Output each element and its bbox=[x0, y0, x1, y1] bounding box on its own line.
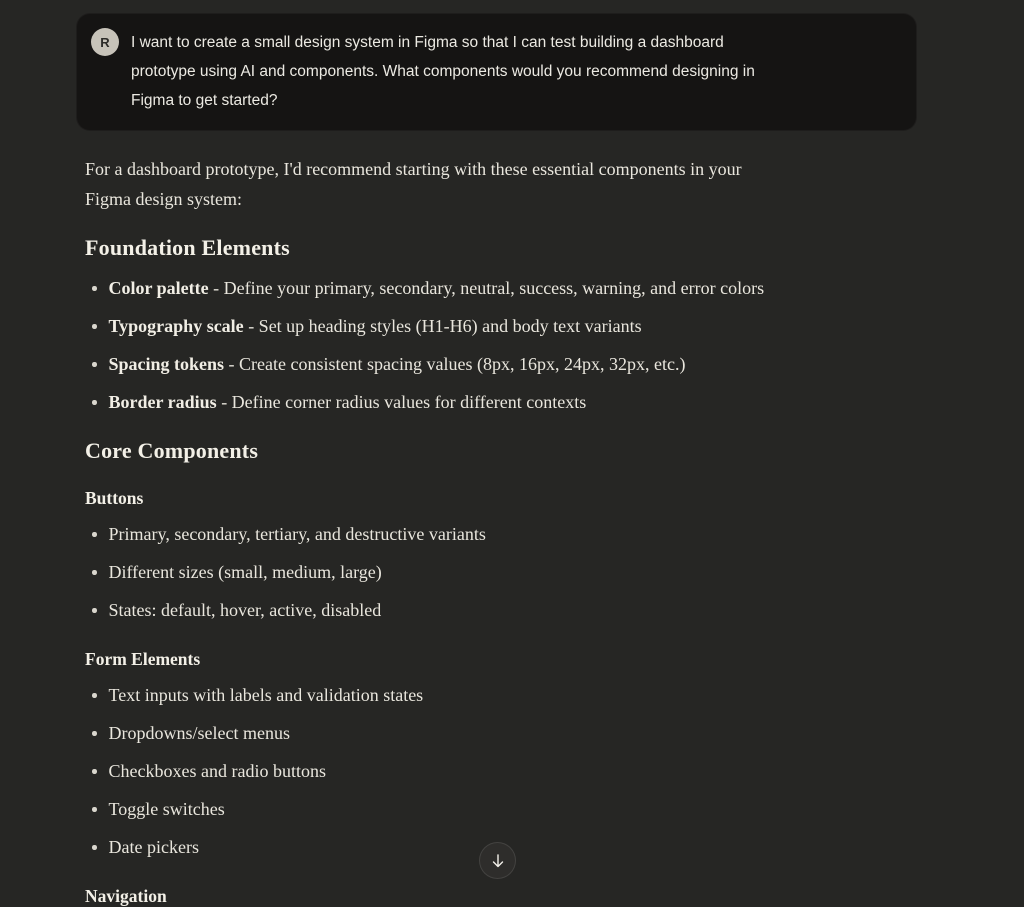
bullet-dot bbox=[92, 769, 97, 774]
user-message-text bbox=[131, 28, 755, 115]
bullet-dot bbox=[92, 532, 97, 537]
list-item-text: Toggle switches bbox=[108, 799, 225, 819]
list-item-desc: - Set up heading styles (H1-H6) and body text variants bbox=[243, 316, 642, 336]
bullet-dot bbox=[92, 807, 97, 812]
list-item-text bbox=[109, 349, 686, 379]
list-item bbox=[85, 387, 917, 417]
response-intro bbox=[85, 154, 917, 214]
list-item-desc: - Create consistent spacing values (8px, 16px, 24px, 32px, etc.) bbox=[224, 354, 686, 374]
list-item bbox=[85, 311, 917, 341]
buttons-list bbox=[85, 519, 917, 625]
list-item-text: Dropdowns/select menus bbox=[108, 723, 290, 743]
list-item bbox=[85, 519, 917, 549]
user-message-line: I want to create a small design system in Figma so that I can test building a dashboard bbox=[131, 34, 724, 51]
list-item-text: Primary, secondary, tertiary, and destructive variants bbox=[108, 524, 486, 544]
response-intro-line: For a dashboard prototype, I'd recommend starting with these essential components in your bbox=[85, 159, 742, 179]
list-item bbox=[85, 595, 917, 625]
list-item-text bbox=[109, 387, 587, 417]
bullet-dot bbox=[92, 693, 97, 698]
bullet-dot bbox=[92, 286, 97, 291]
list-item bbox=[85, 273, 917, 303]
down-arrow-icon bbox=[490, 853, 506, 869]
bullet-dot bbox=[92, 845, 97, 850]
list-item-term: Typography scale bbox=[108, 316, 244, 336]
chat-content bbox=[76, 0, 917, 907]
bullet-dot bbox=[92, 324, 97, 329]
heading-core-components: Core Components bbox=[85, 438, 259, 463]
list-item bbox=[85, 756, 917, 786]
list-item-text: States: default, hover, active, disabled bbox=[108, 600, 382, 620]
form-elements-list bbox=[85, 680, 917, 862]
list-item-text bbox=[109, 311, 642, 341]
list-item-text: Text inputs with labels and validation states bbox=[108, 685, 424, 705]
user-avatar-letter: R bbox=[100, 34, 110, 50]
list-item bbox=[85, 557, 917, 587]
heading-form-elements: Form Elements bbox=[85, 649, 201, 669]
list-item-term: Border radius bbox=[108, 392, 217, 412]
heading-navigation: Navigation bbox=[85, 886, 167, 906]
list-item bbox=[85, 349, 917, 379]
response-intro-line: Figma design system: bbox=[85, 189, 242, 209]
scroll-to-bottom-button[interactable] bbox=[479, 842, 516, 879]
list-item-term: Spacing tokens bbox=[108, 354, 225, 374]
list-item-desc: - Define corner radius values for different contexts bbox=[216, 392, 587, 412]
list-item-text: Checkboxes and radio buttons bbox=[108, 761, 326, 781]
list-item-text: Date pickers bbox=[108, 837, 199, 857]
bullet-dot bbox=[92, 731, 97, 736]
list-item bbox=[85, 794, 917, 824]
assistant-response bbox=[76, 131, 917, 907]
list-item-text bbox=[109, 273, 765, 303]
bullet-dot bbox=[92, 570, 97, 575]
bullet-dot bbox=[92, 608, 97, 613]
list-item-text: Different sizes (small, medium, large) bbox=[108, 562, 382, 582]
list-item bbox=[85, 680, 917, 710]
heading-foundation-elements: Foundation Elements bbox=[85, 235, 290, 260]
heading-buttons: Buttons bbox=[85, 488, 144, 508]
list-item-desc: - Define your primary, secondary, neutral, success, warning, and error colors bbox=[208, 278, 765, 298]
user-message-line: prototype using AI and components. What components would you recommend designing in bbox=[131, 63, 755, 80]
user-message-line: Figma to get started? bbox=[131, 92, 278, 109]
foundation-list bbox=[85, 273, 917, 417]
list-item bbox=[85, 718, 917, 748]
user-avatar bbox=[91, 28, 119, 56]
user-message-bubble bbox=[76, 13, 917, 131]
list-item-term: Color palette bbox=[108, 278, 209, 298]
bullet-dot bbox=[92, 362, 97, 367]
bullet-dot bbox=[92, 400, 97, 405]
